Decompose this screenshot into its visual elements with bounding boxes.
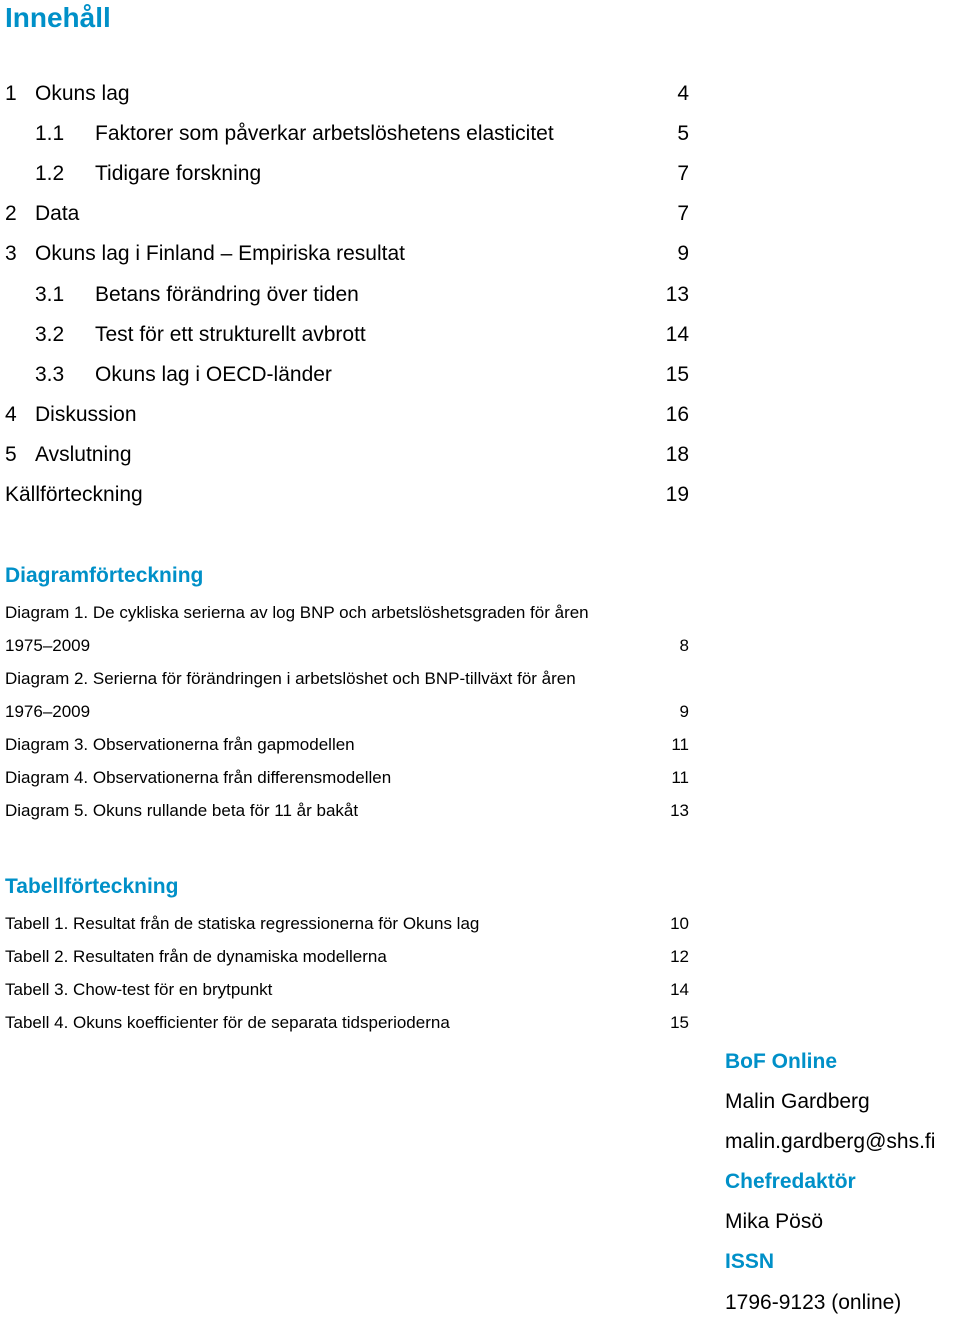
toc-number: 1 [5,82,17,106]
toc-entry-1[interactable] [5,74,689,114]
publication-info [725,1042,960,1323]
toc-page: 14 [665,322,689,346]
table-of-contents [5,74,689,515]
list-item-page [649,662,689,695]
toc-page: 7 [677,202,689,226]
toc-page: 9 [677,242,689,266]
list-item-label: 1976–2009 [5,702,91,721]
page-title: Innehåll [5,2,111,33]
toc-entry-3-3[interactable] [5,355,689,395]
list-item[interactable] [5,1006,689,1039]
publication-heading: BoF Online [725,1050,837,1073]
editor-name: Mika Pösö [725,1210,824,1234]
editor-heading: Chefredaktör [725,1170,856,1194]
diagram-list [5,596,689,827]
toc-page: 16 [665,402,689,426]
toc-label: Källförteckning [5,482,143,506]
toc-label: Data [35,202,80,226]
list-item-page: 13 [670,801,689,820]
toc-number: 3 [5,242,17,266]
toc-label: Okuns lag i OECD-länder [95,362,332,386]
list-item-page: 12 [670,947,689,966]
list-item-label: Tabell 4. Okuns koefficienter för de separata tidsperioderna [5,1013,450,1032]
list-item[interactable] [5,940,689,973]
list-item-page: 11 [671,735,689,754]
table-list [5,907,689,1039]
list-item-page: 10 [670,914,689,933]
list-item-page: 15 [670,1013,689,1032]
toc-label: Faktorer som påverkar arbetslöshetens elasticitet [95,122,554,146]
list-item-page: 9 [679,702,689,721]
toc-entry-3-2[interactable] [5,315,689,355]
list-item[interactable] [5,662,689,695]
list-item[interactable] [5,596,689,629]
list-item[interactable] [5,761,689,794]
list-item-label: Diagram 4. Observationerna från differensmodellen [5,768,392,787]
toc-number: 2 [5,202,17,226]
toc-label: Avslutning [35,442,132,466]
table-list-heading: Tabellförteckning [5,875,179,898]
list-item[interactable] [5,973,689,1006]
issn-value: 1796-9123 (online) [725,1290,902,1314]
author-email[interactable]: malin.gardberg@shs.fi [725,1130,936,1154]
toc-label: Diskussion [35,402,137,426]
list-item-label: Tabell 3. Chow-test för en brytpunkt [5,980,273,999]
toc-number: 3.3 [35,362,65,386]
toc-number: 3.1 [35,282,65,306]
list-item-page: 14 [670,980,689,999]
toc-page: 7 [677,162,689,186]
diagram-list-heading: Diagramförteckning [5,564,204,587]
list-item-label: 1975–2009 [5,636,91,655]
list-item[interactable] [5,794,689,827]
list-item-page: 11 [671,768,689,787]
toc-label: Betans förändring över tiden [95,282,359,306]
toc-entry-3-1[interactable] [5,274,689,314]
list-item-page [649,596,689,629]
toc-page: 19 [665,482,689,506]
list-item-label: Diagram 1. De cykliska serierna av log BNP och arbetslöshetsgraden för åren [5,603,589,622]
toc-number: 1.1 [35,122,65,146]
issn-heading: ISSN [725,1250,775,1274]
toc-entry-references[interactable] [5,475,689,515]
toc-entry-1-1[interactable] [5,114,689,154]
toc-entry-1-2[interactable] [5,154,689,194]
list-item-label: Diagram 3. Observationerna från gapmodellen [5,735,355,754]
list-item-label: Diagram 2. Serierna för förändringen i arbetslöshet och BNP-tillväxt för åren [5,669,576,688]
toc-label: Test för ett strukturellt avbrott [95,322,366,346]
toc-page: 13 [665,282,689,306]
toc-page: 5 [677,122,689,146]
list-item[interactable] [5,629,689,662]
toc-number: 3.2 [35,322,65,346]
list-item-label: Diagram 5. Okuns rullande beta för 11 år bakåt [5,801,359,820]
list-item-page: 8 [679,636,689,655]
toc-label: Okuns lag i Finland – Empiriska resultat [35,242,405,266]
list-item[interactable] [5,728,689,761]
list-item[interactable] [5,907,689,940]
toc-label: Okuns lag [35,82,130,106]
list-item-label: Tabell 2. Resultaten från de dynamiska modellerna [5,947,387,966]
toc-page: 4 [677,82,689,106]
toc-entry-3[interactable] [5,234,689,274]
toc-page: 18 [665,442,689,466]
toc-number: 5 [5,442,17,466]
toc-page: 15 [665,362,689,386]
list-item[interactable] [5,695,689,728]
toc-label: Tidigare forskning [95,162,262,186]
list-item-label: Tabell 1. Resultat från de statiska regressionerna för Okuns lag [5,914,480,933]
toc-entry-2[interactable] [5,194,689,234]
toc-number: 1.2 [35,162,65,186]
toc-entry-5[interactable] [5,435,689,475]
toc-entry-4[interactable] [5,395,689,435]
toc-number: 4 [5,402,17,426]
author-name: Malin Gardberg [725,1090,870,1114]
